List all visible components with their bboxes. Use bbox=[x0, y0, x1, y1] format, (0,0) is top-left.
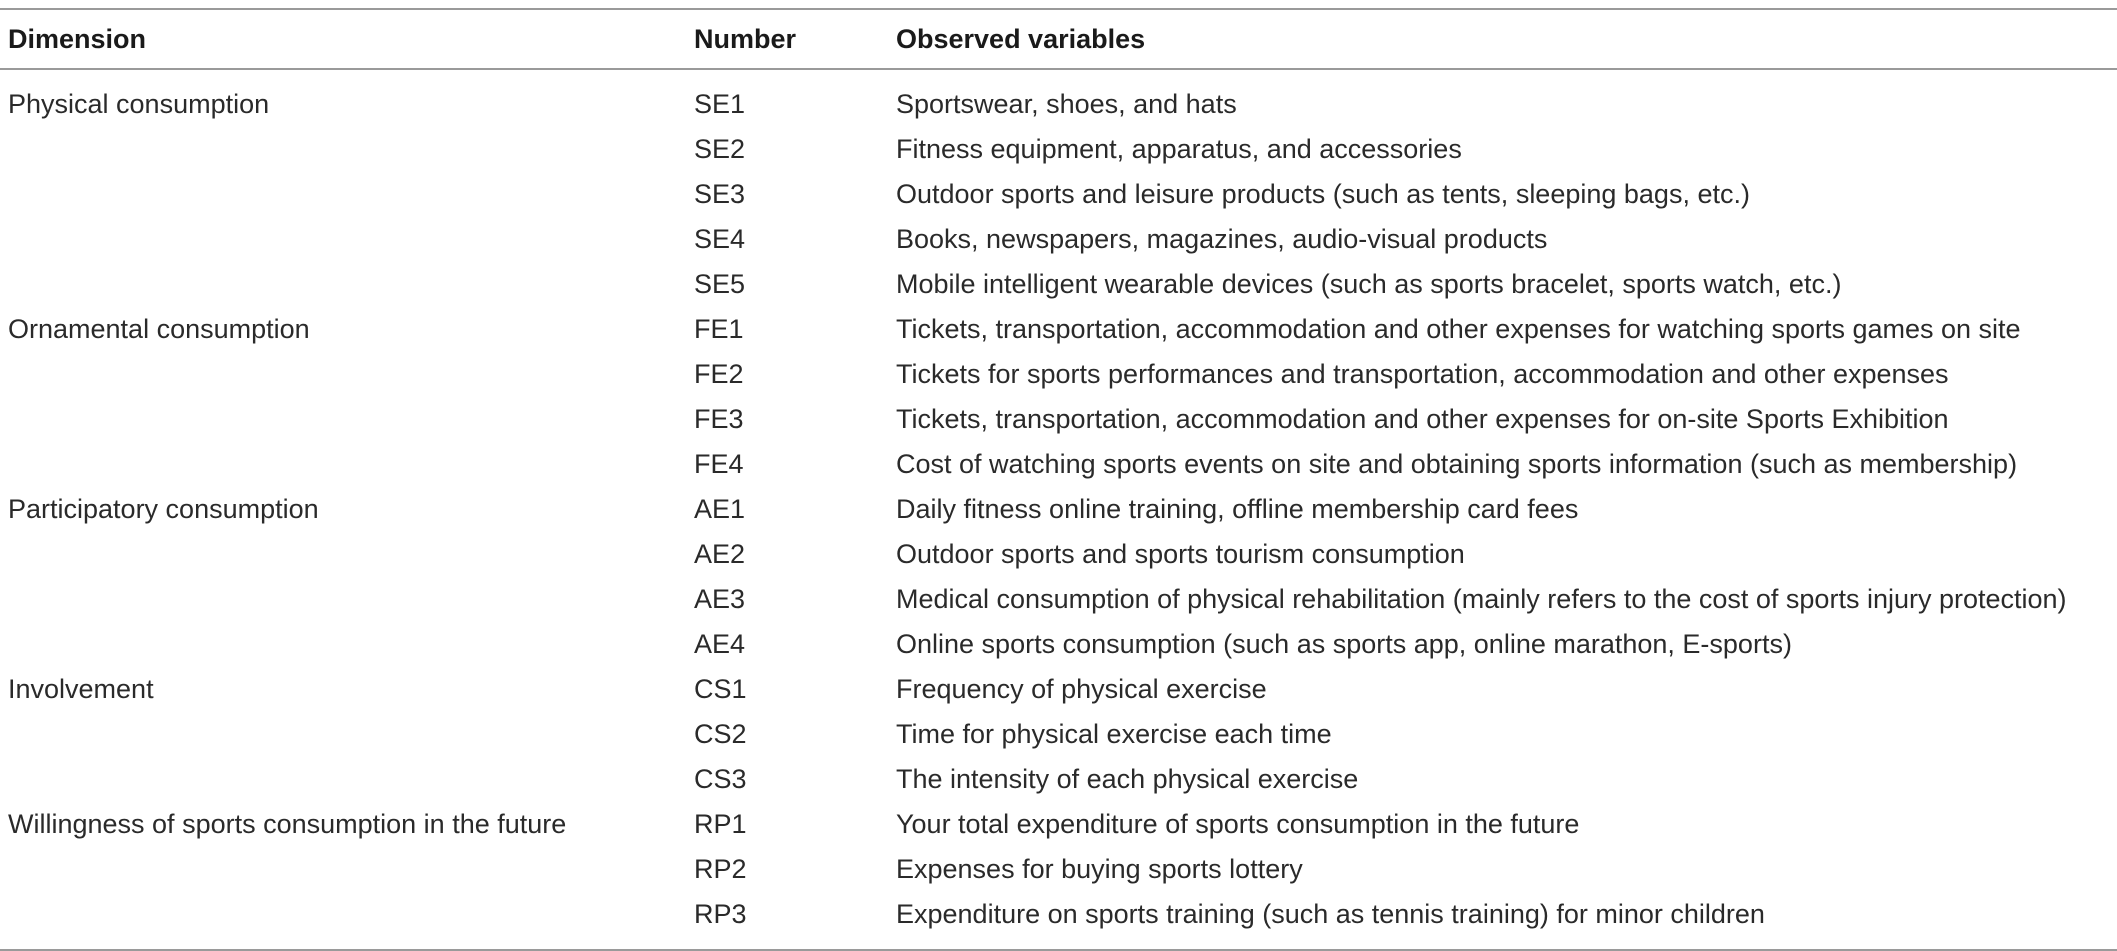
table-row bbox=[0, 667, 2117, 712]
cell-observed: Time for physical exercise each time bbox=[896, 719, 1332, 749]
cell-number: FE2 bbox=[694, 359, 744, 389]
cell-dimension bbox=[0, 397, 686, 442]
cell-dimension bbox=[0, 127, 686, 172]
table-row bbox=[0, 757, 2117, 802]
cell-dimension bbox=[0, 172, 686, 217]
cell-number: SE2 bbox=[694, 134, 746, 164]
cell-dimension bbox=[0, 442, 686, 487]
cell-observed: Medical consumption of physical rehabilitation (mainly refers to the cost of sports injury protection) bbox=[896, 584, 2067, 614]
table-row bbox=[0, 622, 2117, 667]
cell-dimension bbox=[0, 352, 686, 397]
cell-observed: Frequency of physical exercise bbox=[896, 674, 1267, 704]
table-row bbox=[0, 217, 2117, 262]
observed-variables-table bbox=[0, 8, 2117, 951]
cell-number: CS3 bbox=[694, 764, 747, 794]
cell-number: RP1 bbox=[694, 809, 747, 839]
cell-observed: Mobile intelligent wearable devices (such as sports bracelet, sports watch, etc.) bbox=[896, 269, 1842, 299]
cell-observed: Your total expenditure of sports consumption in the future bbox=[896, 809, 1580, 839]
cell-dimension bbox=[0, 712, 686, 757]
table-row bbox=[0, 307, 2117, 352]
cell-observed: Tickets, transportation, accommodation and other expenses for on-site Sports Exhibition bbox=[896, 404, 1949, 434]
cell-number: CS2 bbox=[694, 719, 747, 749]
cell-dimension bbox=[0, 847, 686, 892]
header-dimension: Dimension bbox=[8, 23, 147, 54]
cell-observed: Sportswear, shoes, and hats bbox=[896, 89, 1237, 119]
cell-number: SE1 bbox=[694, 89, 746, 119]
cell-number: AE3 bbox=[694, 584, 746, 614]
cell-dimension bbox=[0, 622, 686, 667]
cell-observed: Daily fitness online training, offline membership card fees bbox=[896, 494, 1579, 524]
table-row bbox=[0, 847, 2117, 892]
table-body bbox=[0, 69, 2117, 950]
cell-observed: Outdoor sports and leisure products (such as tents, sleeping bags, etc.) bbox=[896, 179, 1750, 209]
cell-observed: Books, newspapers, magazines, audio-visual products bbox=[896, 224, 1548, 254]
cell-dimension bbox=[0, 892, 686, 950]
table-row bbox=[0, 487, 2117, 532]
cell-number: FE3 bbox=[694, 404, 744, 434]
cell-observed: Online sports consumption (such as sports app, online marathon, E-sports) bbox=[896, 629, 1792, 659]
cell-number: RP2 bbox=[694, 854, 747, 884]
cell-number: FE1 bbox=[694, 314, 744, 344]
cell-dimension bbox=[0, 577, 686, 622]
cell-observed: Expenses for buying sports lottery bbox=[896, 854, 1303, 884]
cell-number: FE4 bbox=[694, 449, 744, 479]
table-row bbox=[0, 262, 2117, 307]
cell-dimension bbox=[0, 532, 686, 577]
cell-dimension: Physical consumption bbox=[8, 89, 270, 119]
cell-observed: Cost of watching sports events on site and obtaining sports information (such as membership) bbox=[896, 449, 2018, 479]
header-number: Number bbox=[694, 23, 797, 54]
cell-dimension bbox=[0, 262, 686, 307]
cell-number: RP3 bbox=[694, 899, 747, 929]
header-row bbox=[0, 9, 2117, 69]
cell-number: AE2 bbox=[694, 539, 746, 569]
cell-number: SE4 bbox=[694, 224, 746, 254]
cell-number: CS1 bbox=[694, 674, 747, 704]
cell-observed: Expenditure on sports training (such as tennis training) for minor children bbox=[896, 899, 1765, 929]
table-header bbox=[0, 9, 2117, 69]
cell-observed: Tickets, transportation, accommodation and other expenses for watching sports games on site bbox=[896, 314, 2021, 344]
table-row bbox=[0, 172, 2117, 217]
cell-number: SE3 bbox=[694, 179, 746, 209]
cell-number: AE4 bbox=[694, 629, 746, 659]
cell-observed: Outdoor sports and sports tourism consumption bbox=[896, 539, 1465, 569]
cell-dimension: Participatory consumption bbox=[8, 494, 319, 524]
cell-dimension bbox=[0, 217, 686, 262]
table-row bbox=[0, 577, 2117, 622]
table-row bbox=[0, 127, 2117, 172]
cell-dimension: Willingness of sports consumption in the future bbox=[8, 809, 567, 839]
table-row bbox=[0, 892, 2117, 950]
data-table-container bbox=[0, 8, 2117, 951]
cell-dimension bbox=[0, 757, 686, 802]
table-row bbox=[0, 532, 2117, 577]
table-row bbox=[0, 69, 2117, 127]
cell-observed: Fitness equipment, apparatus, and accessories bbox=[896, 134, 1462, 164]
cell-dimension: Ornamental consumption bbox=[8, 314, 310, 344]
table-row bbox=[0, 712, 2117, 757]
table-row bbox=[0, 802, 2117, 847]
cell-observed: Tickets for sports performances and transportation, accommodation and other expenses bbox=[896, 359, 1949, 389]
cell-dimension: Involvement bbox=[8, 674, 154, 704]
cell-number: AE1 bbox=[694, 494, 746, 524]
header-observed-variables: Observed variables bbox=[896, 23, 1146, 54]
table-row bbox=[0, 352, 2117, 397]
table-row bbox=[0, 442, 2117, 487]
table-row bbox=[0, 397, 2117, 442]
cell-observed: The intensity of each physical exercise bbox=[896, 764, 1359, 794]
cell-number: SE5 bbox=[694, 269, 746, 299]
